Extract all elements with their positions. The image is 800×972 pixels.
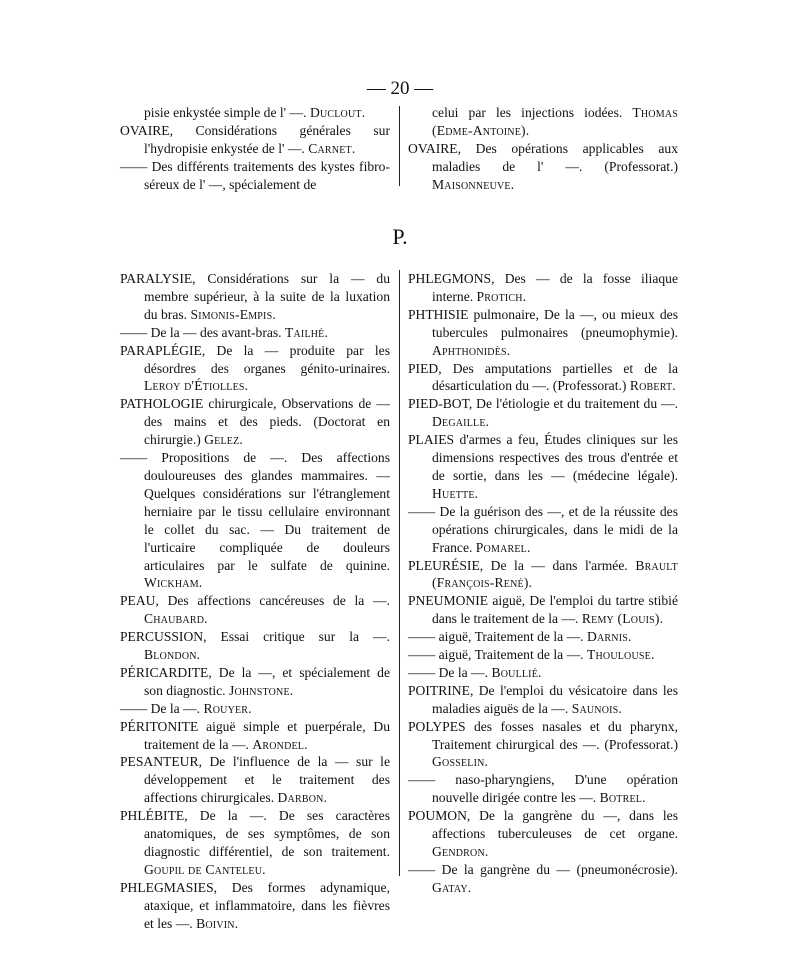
entry-headword: PNEUMONIE (408, 593, 489, 609)
entry-text: , Des amputations partielles et de la désarticulation du —. (Professorat.) (432, 360, 678, 394)
entry-text: aiguë simple et puerpérale, Du traitement de la —. (144, 718, 390, 752)
index-entry (120, 158, 390, 194)
entry-author: Gatay. (432, 879, 472, 895)
index-entry (120, 718, 390, 754)
entry-author: Tailhé. (284, 324, 329, 340)
entry-author: Botrel. (599, 790, 646, 806)
entry-headword: —— (408, 503, 436, 519)
entry-text: , De la —. De ses caractères anatomiques, de ses symptômes, de son diagnostic différentiel, de son traitement. (144, 808, 390, 859)
index-entry (408, 306, 678, 360)
entry-headword: PEAU (120, 593, 156, 609)
index-entry (408, 628, 678, 646)
entry-author: Simonis-Empis. (190, 306, 276, 322)
entry-author: Pomarel. (475, 539, 531, 555)
entry-text: , Des formes adynamique, ataxique, et inflammatoire, dans les fièvres et les —. (144, 879, 390, 931)
index-entry (120, 270, 390, 324)
entry-headword: —— (408, 861, 436, 877)
entry-headword: PHLEGMASIES (120, 879, 214, 895)
entry-text: , De l'étiologie et du traitement du —. (468, 396, 678, 412)
entry-headword: PIED-BOT (408, 396, 469, 412)
entry-author: Saunois. (571, 700, 623, 716)
entry-headword: POLYPES (408, 718, 466, 734)
entry-text: , Des opérations applicables aux maladies de l' —. (Professorat.) (432, 140, 678, 174)
index-entry (408, 503, 678, 557)
entry-author: Darnis. (586, 629, 632, 645)
entry-text: aiguë, De l'emploi du tartre stibié dans le traitement de la —. (432, 593, 678, 627)
entry-text: , Observations de — des mains et des pieds. (Doctorat en chirurgie.) (144, 396, 390, 448)
entry-author: Thomas (Edme-Antoine). (432, 105, 678, 138)
entry-headword: PARALYSIE (120, 271, 193, 286)
entry-author: Darbon. (277, 790, 328, 806)
entry-text: , De la —, et spécialement de son diagnostic. (144, 664, 390, 698)
entry-text: , De la — dans l'armée. (479, 557, 628, 573)
index-entry (408, 431, 678, 503)
entry-text: , Considérations générales sur l'hydropisie enkystée de l' —. (144, 122, 390, 156)
entry-headword: PIED (408, 360, 439, 376)
entry-author: Degaille. (432, 414, 490, 430)
entry-text: De la gangrène du — (pneumonécrosie). (435, 861, 678, 877)
entry-headword: POITRINE (408, 682, 470, 698)
index-entry (120, 664, 390, 700)
entry-text: , De la — produite par les désordres des organes génito-urinaires. (144, 342, 390, 376)
entry-headword: PATHOLOGIE chirurgicale (120, 396, 274, 412)
entry-author: Boivin. (196, 915, 239, 931)
entry-author: Chaubard. (144, 611, 208, 627)
index-entry (408, 771, 678, 807)
entry-text: De la —. (435, 664, 489, 680)
entry-headword: —— (408, 772, 436, 788)
entry-text: des fosses nasales et du pharynx, Traitement chirurgical des —. (Professorat.) (432, 718, 678, 752)
index-entry (408, 557, 678, 593)
entry-headword: —— (408, 664, 436, 680)
entry-headword: —— (408, 647, 436, 663)
entry-headword: PLAIES d'armes a feu (408, 432, 536, 448)
index-entry (408, 718, 678, 772)
index-entry (120, 700, 390, 718)
entry-text: De la guérison des —, et de la réussite des opérations chirurgicales, dans le midi de la France. (432, 503, 678, 555)
entry-headword: OVAIRE (120, 122, 170, 138)
entry-headword: PÉRITONITE (120, 718, 199, 734)
entry-author: Protich. (476, 288, 527, 304)
entry-headword: —— (120, 450, 148, 466)
entry-headword: —— (120, 324, 148, 340)
bottom-right-column (408, 270, 678, 897)
entry-text: , De l'influence de la — sur le développement et le traitement des affections chirurgicales. (144, 754, 390, 806)
entry-author: Huette. (432, 485, 479, 501)
index-entry (408, 646, 678, 664)
page-number: — 20 — (366, 78, 434, 99)
entry-author: Duclout. (309, 105, 366, 120)
entry-headword: PESANTEUR (120, 754, 199, 770)
entry-text: , De la —, ou mieux des tubercules pulmonaires (pneumophymie). (432, 306, 678, 340)
index-entry (408, 270, 678, 306)
entry-text: différents traitements des kystes fibro-séreux de l' —, spécialement de (144, 158, 390, 192)
column-divider-top (399, 106, 400, 186)
entry-text: pisie enkystée simple de l' —. (144, 105, 307, 120)
entry-headword: PÉRICARDITE (120, 664, 209, 680)
entry-author: Wickham. (144, 575, 203, 591)
entry-text: , Études cliniques sur les dimensions respectives des trous d'entrée et de sortie, dans les — (médecine légale). (432, 432, 678, 483)
column-divider-bottom (399, 270, 400, 876)
index-entry (408, 104, 678, 140)
top-left-column (120, 104, 390, 194)
entry-headword: —— Des (120, 158, 173, 174)
entry-author: Maisonneuve. (432, 176, 515, 192)
entry-text: , Des affections cancéreuses de la —. (155, 593, 390, 609)
entry-author: Boullié. (491, 664, 542, 680)
index-entry (120, 807, 390, 879)
entry-text: aiguë, Traitement de la —. (435, 629, 584, 645)
index-entry (120, 628, 390, 664)
entry-headword: POUMON (408, 808, 467, 824)
entry-author: Brault (François-René). (432, 557, 678, 591)
entry-author: Gelez. (204, 432, 244, 448)
index-entry (408, 140, 678, 194)
index-entry (408, 807, 678, 861)
entry-author: Aphthonidès. (432, 342, 511, 358)
section-letter: P. (392, 224, 408, 249)
entry-text: , De la gangrène du —, dans les affections tuberculeuses de cet organe. (432, 808, 678, 842)
index-entry (408, 395, 678, 431)
entry-text: , Essai critique sur la —. (203, 629, 390, 645)
entry-author: Arondel. (252, 736, 308, 752)
entry-author: Leroy d'Étiolles. (144, 378, 249, 394)
entry-author: Thoulouse. (586, 647, 655, 663)
entry-text: , De l'emploi du vésicatoire dans les maladies aiguës de la —. (432, 682, 678, 716)
entry-author: Remy (Louis). (581, 611, 664, 627)
entry-author: Rouyer. (203, 700, 252, 716)
entry-headword: PHLÉBITE (120, 808, 185, 824)
entry-text: De la —. (147, 700, 201, 716)
entry-headword: PHLEGMONS (408, 271, 492, 286)
entry-text: De la — des avant-bras. (147, 324, 282, 340)
index-entry (120, 324, 390, 342)
index-entry (408, 664, 678, 682)
index-entry (120, 879, 390, 933)
index-entry (408, 360, 678, 396)
top-right-column (408, 104, 678, 194)
index-entry (120, 753, 390, 807)
bottom-left-column (120, 270, 390, 933)
entry-headword: OVAIRE (408, 140, 458, 156)
entry-text: , Des — de la fosse iliaque interne. (432, 271, 678, 304)
index-entry (408, 861, 678, 897)
entry-author: Goupil de Canteleu. (144, 861, 266, 877)
index-entry (120, 592, 390, 628)
index-entry (120, 104, 390, 122)
entry-text: aiguë, Traitement de la —. (435, 647, 584, 663)
entry-headword: —— (408, 629, 436, 645)
entry-author: Gosselin. (432, 754, 489, 770)
entry-text: naso-pharyngiens, D'une opération nouvelle dirigée contre les —. (432, 772, 678, 806)
index-entry (408, 592, 678, 628)
entry-author: Gendron. (432, 844, 489, 859)
entry-author: Carnet. (308, 140, 356, 156)
entry-text: , Considérations sur la — du membre supérieur, à la suite de la luxation du bras. (144, 271, 390, 322)
entry-text: Propositions de —. Des affections douloureuses des glandes mammaires. — Quelques considérations sur l'étranglement herniaire par le tissu cellulaire environnant le collet du sac. — Du traitement de l'urticaire compliquée de douleurs articulaires par le sulfate de quinine. (144, 450, 390, 573)
entry-author: Robert. (629, 378, 676, 394)
entry-headword: PERCUSSION (120, 629, 204, 645)
entry-author: Johnstone. (228, 682, 294, 698)
index-entry (120, 395, 390, 449)
index-entry (120, 449, 390, 592)
entry-author: Blondon. (144, 647, 201, 663)
entry-headword: —— (120, 700, 148, 716)
index-entry (120, 342, 390, 396)
entry-headword: PLEURÉSIE (408, 557, 480, 573)
entry-headword: PARAPLÉGIE (120, 342, 202, 358)
index-entry (120, 122, 390, 158)
entry-headword: PHTHISIE pulmonaire (408, 306, 536, 322)
index-entry (408, 682, 678, 718)
entry-text: celui par les injections iodées. (432, 105, 623, 120)
